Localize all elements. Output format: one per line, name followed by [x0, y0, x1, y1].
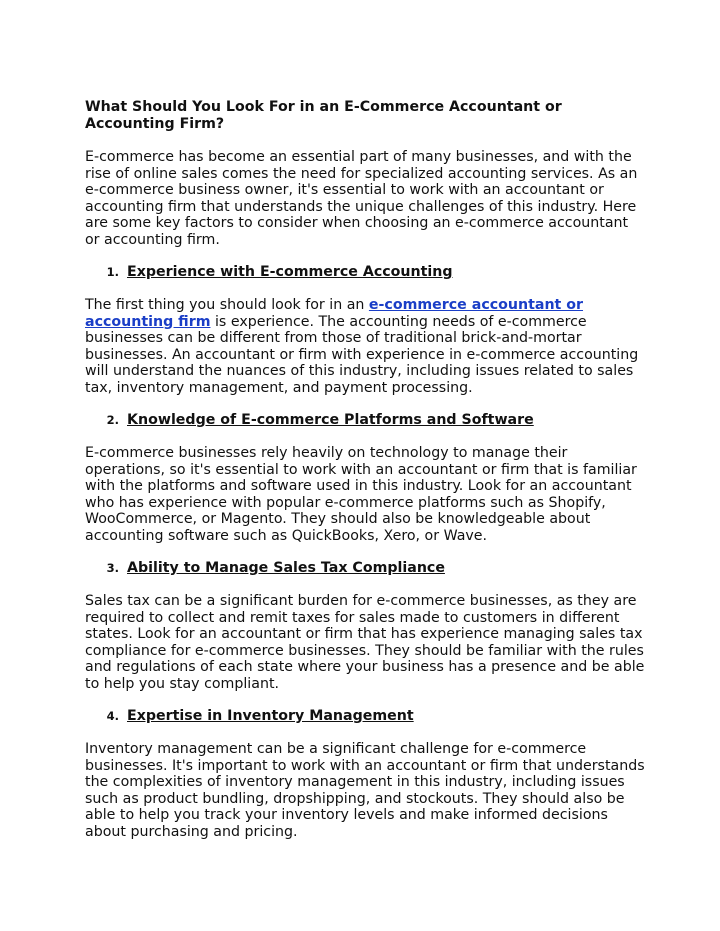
- section-number: 1.: [106, 265, 119, 279]
- section-heading-3: [85, 560, 645, 577]
- section-title: Knowledge of E-commerce Platforms and Software: [127, 412, 534, 428]
- document-body: [85, 99, 645, 840]
- section-title: Ability to Manage Sales Tax Compliance: [127, 560, 445, 576]
- section-heading-4: [85, 708, 645, 725]
- section-paragraph-4: Inventory management can be a significant challenge for e-commerce businesses. It's important to work with an accountant or firm that understands the complexities of inventory management in this industry, including issues such as product bundling, dropshipping, and stockouts. They should also be able to help you track your inventory levels and make informed decisions about purchasing and pricing.: [85, 741, 645, 840]
- section-title: Experience with E-commerce Accounting: [127, 264, 453, 280]
- ecommerce-accountant-link[interactable]: e-commerce accountant or accounting firm: [85, 297, 584, 330]
- section-heading-1: [85, 264, 645, 281]
- document-title: What Should You Look For in an E-Commerce Accountant or Accounting Firm?: [85, 99, 562, 132]
- section-number: 3.: [106, 561, 119, 575]
- section-paragraph-3: Sales tax can be a significant burden for e-commerce businesses, as they are required to collect and remit taxes for sales made to customers in different states. Look for an accountant or firm that has experience managing sales tax compliance for e-commerce businesses. They should be familiar with the rules and regulations of each state where your business has a presence and be able to help you stay compliant.: [85, 593, 645, 692]
- intro-paragraph: E-commerce has become an essential part of many businesses, and with the rise of online sales comes the need for specialized accounting services. As an e-commerce business owner, it's essential to work with an accountant or accounting firm that understands the unique challenges of this industry. Here are some key factors to consider when choosing an e-commerce accountant or accounting firm.: [85, 149, 638, 248]
- paragraph-text: is experience. The accounting needs of e-commerce businesses can be different from those of traditional brick-and-mortar businesses. An accountant or firm with experience in e-commerce accounting will understand the nuances of this industry, including issues related to sales tax, inventory management, and payment processing.: [85, 313, 639, 396]
- paragraph-text: The first thing you should look for in an: [85, 297, 369, 313]
- section-number: 2.: [106, 413, 119, 427]
- section-heading-2: [85, 412, 645, 429]
- section-paragraph-1: [85, 297, 645, 396]
- section-paragraph-2: E-commerce businesses rely heavily on technology to manage their operations, so it's essential to work with an accountant or firm that is familiar with the platforms and software used in this industry. Look for an accountant who has experience with popular e-commerce platforms such as Shopify, WooCommerce, or Magento. They should also be knowledgeable about accounting software such as QuickBooks, Xero, or Wave.: [85, 445, 637, 544]
- section-number: 4.: [106, 709, 119, 723]
- section-title: Expertise in Inventory Management: [127, 708, 414, 724]
